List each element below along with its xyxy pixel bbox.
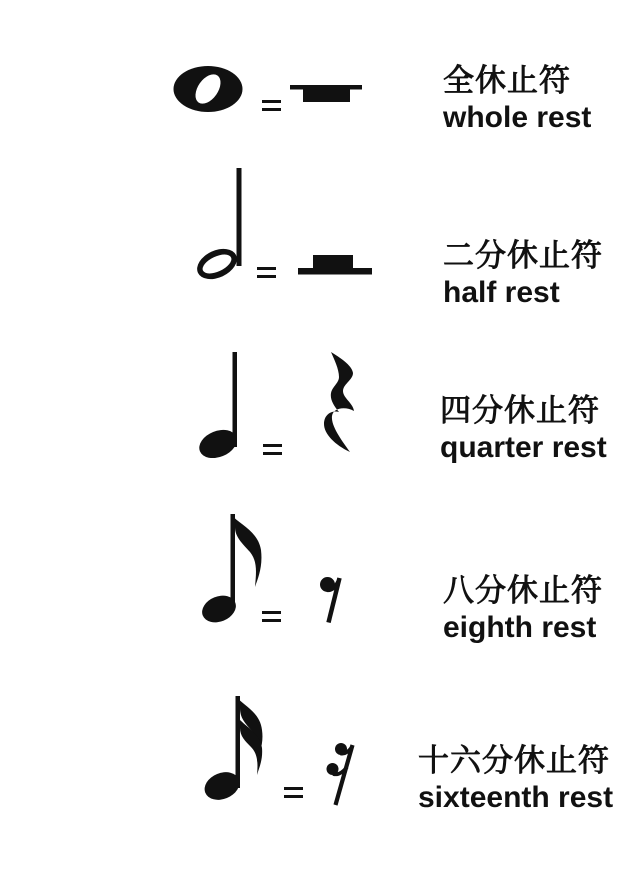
- label-en-quarter: quarter rest: [440, 431, 607, 464]
- label-cn-sixteenth: 十六分休止符: [418, 743, 610, 778]
- half-note-icon: [196, 168, 243, 280]
- equals-icon: [262, 100, 281, 111]
- row-sixteenth: [0, 670, 640, 869]
- label-cn-whole: 全休止符: [443, 63, 571, 98]
- label-en-whole: whole rest: [443, 101, 592, 134]
- whole-rest-icon: [290, 85, 362, 103]
- sixteenth-note-icon: [202, 692, 268, 818]
- label-en-half: half rest: [443, 276, 560, 309]
- quarter-note-icon: [199, 352, 239, 458]
- quarter-rest-icon: [322, 350, 356, 456]
- eighth-rest-icon: [317, 574, 343, 626]
- equals-icon: [284, 787, 303, 798]
- equals-icon: [257, 267, 276, 278]
- row-quarter: [0, 330, 640, 500]
- equals-icon: [263, 444, 282, 455]
- equals-icon: [262, 611, 281, 622]
- label-cn-half: 二分休止符: [443, 238, 603, 273]
- row-eighth: [0, 500, 640, 670]
- label-en-eighth: eighth rest: [443, 611, 597, 644]
- row-half: [0, 160, 640, 330]
- row-whole: [0, 0, 640, 160]
- sixteenth-rest-icon: [324, 742, 356, 808]
- eighth-note-icon: [200, 512, 266, 627]
- label-cn-eighth: 八分休止符: [443, 573, 603, 608]
- whole-note-icon: [173, 65, 243, 113]
- label-en-sixteenth: sixteenth rest: [418, 781, 614, 814]
- label-cn-quarter: 四分休止符: [440, 393, 600, 428]
- half-rest-icon: [298, 255, 372, 277]
